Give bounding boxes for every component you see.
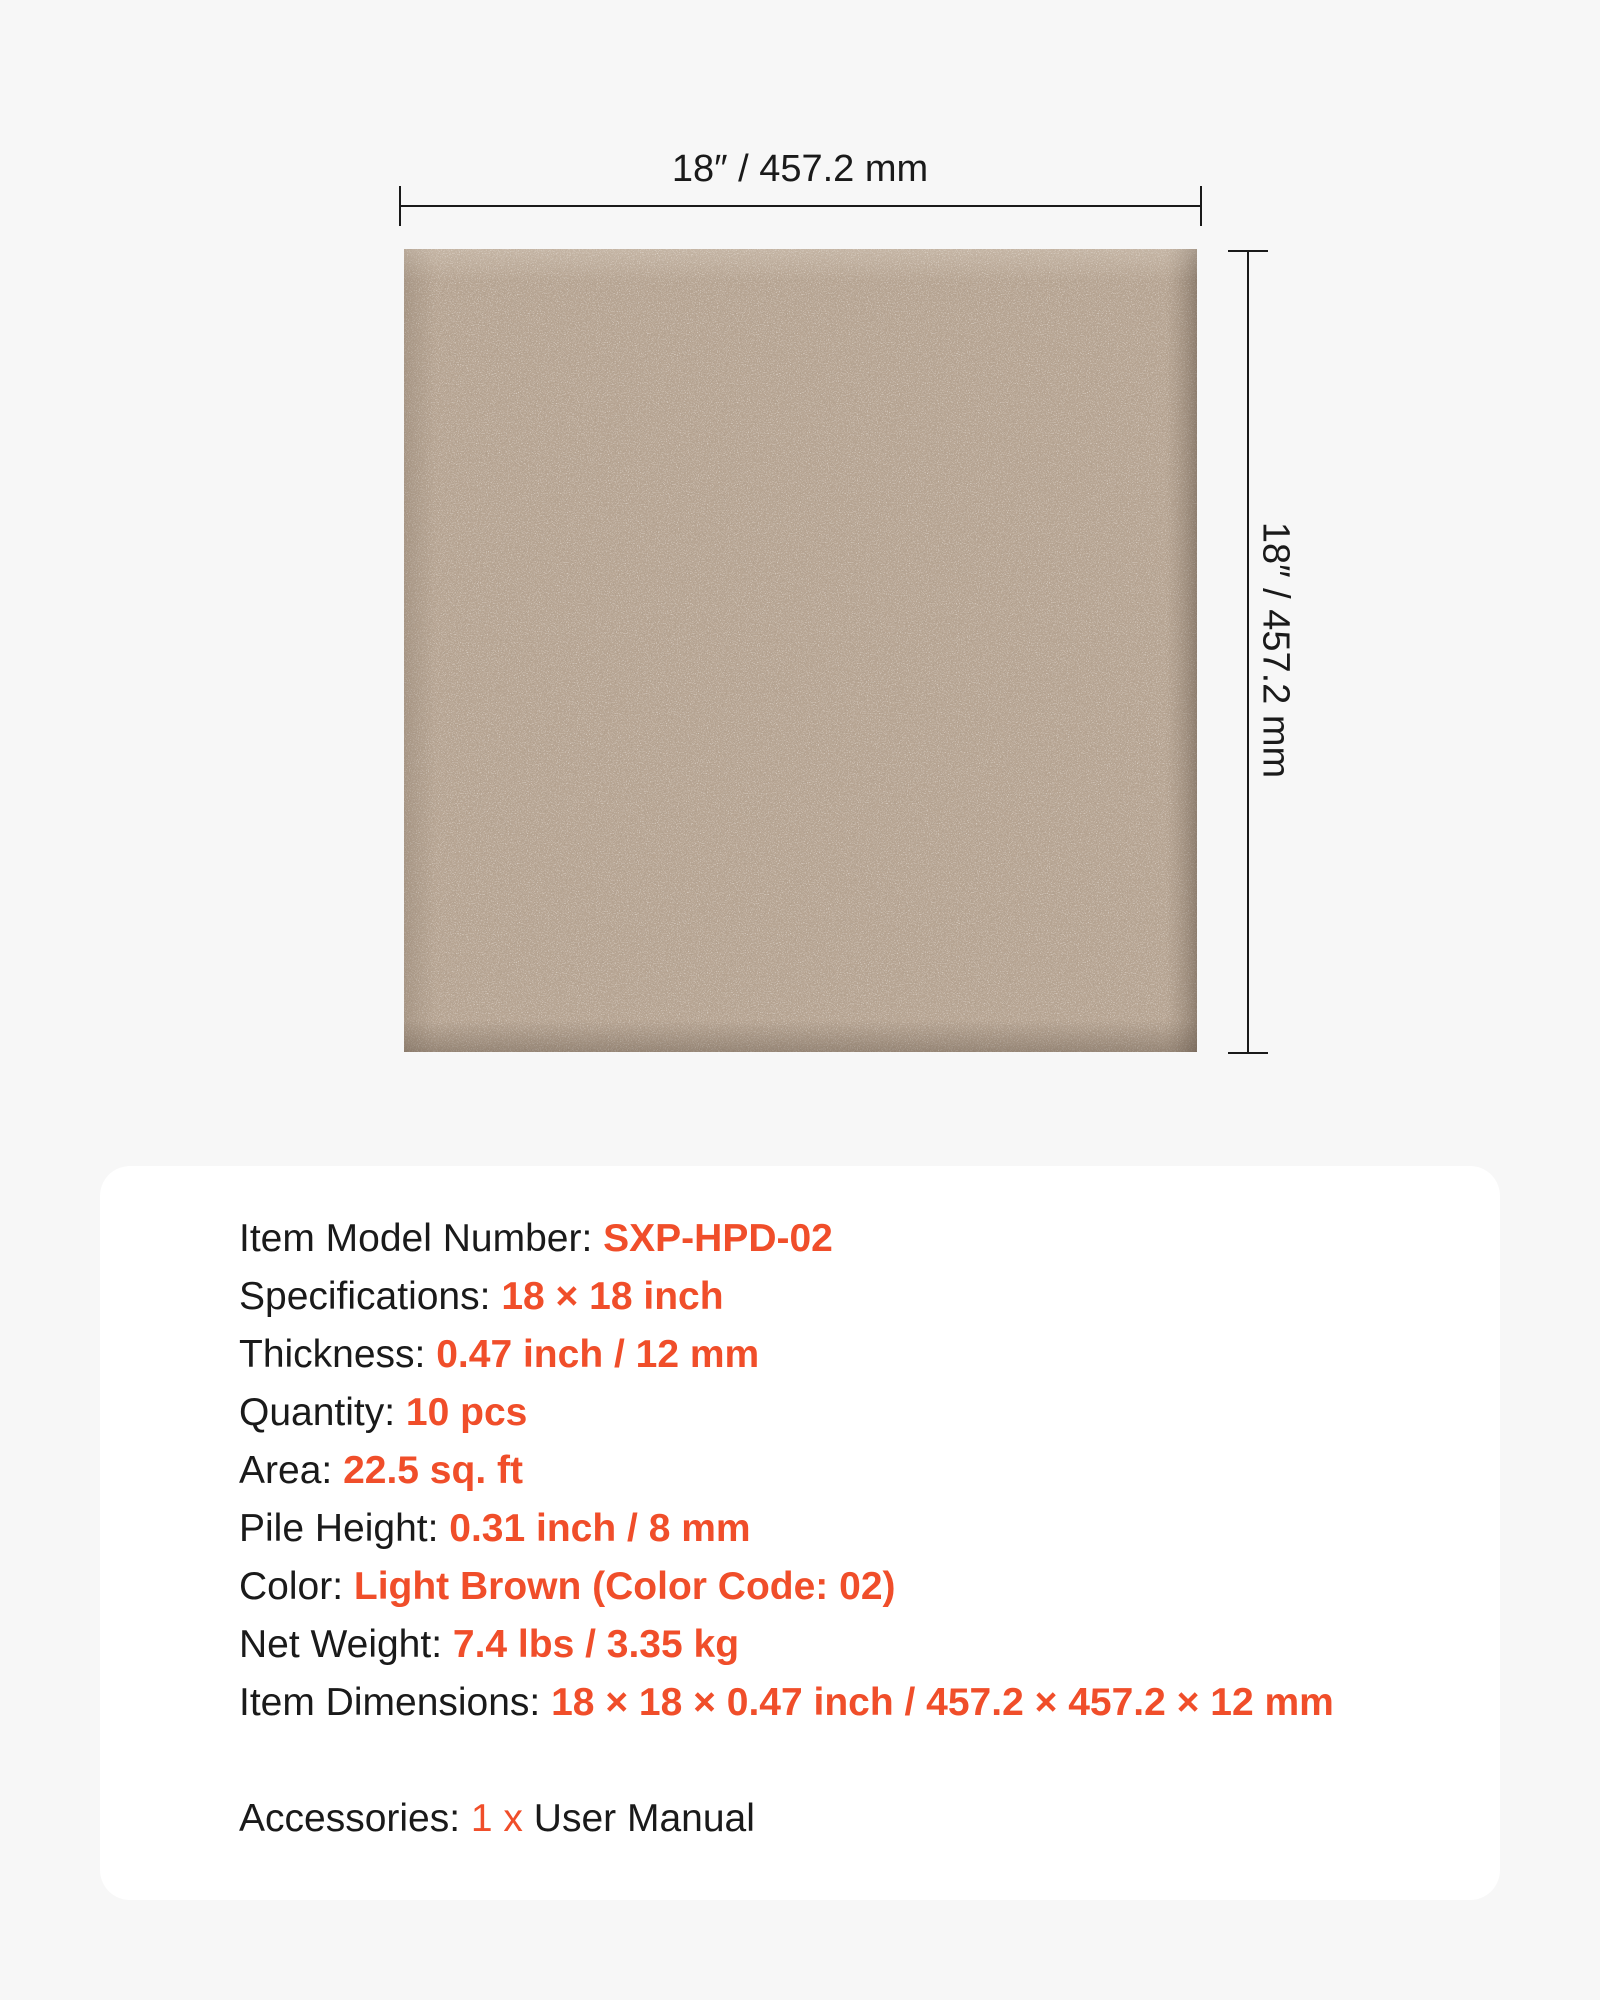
spec-accessories (239, 1794, 755, 1844)
spec-model-number (239, 1214, 833, 1264)
spec-pile-height (239, 1504, 751, 1554)
accessories-quantity: 1 x (470, 1797, 523, 1840)
spec-card (100, 1166, 1500, 1900)
spec-value: 22.5 sq. ft (343, 1449, 523, 1492)
spec-label: Pile Height: (239, 1507, 450, 1550)
carpet-tile-image (404, 249, 1197, 1052)
spec-label: Item Dimensions: (239, 1681, 552, 1724)
spec-label: Item Model Number: (239, 1217, 604, 1260)
spec-area (239, 1446, 523, 1496)
spec-value: SXP-HPD-02 (603, 1217, 833, 1260)
spec-value: 18 × 18 × 0.47 inch / 457.2 × 457.2 × 12 mm (551, 1681, 1334, 1724)
spec-label: Area: (239, 1449, 344, 1492)
spec-color (239, 1562, 896, 1612)
spec-label: Thickness: (239, 1333, 437, 1376)
spec-label: Net Weight: (239, 1623, 453, 1666)
spec-label: Specifications: (239, 1275, 502, 1318)
spec-specifications (239, 1272, 724, 1322)
accessories-label: Accessories: (239, 1797, 471, 1840)
spec-label: Quantity: (239, 1391, 406, 1434)
spec-value: Light Brown (Color Code: 02) (353, 1565, 896, 1608)
spec-item-dimensions (239, 1678, 1334, 1728)
spec-net-weight (239, 1620, 739, 1670)
spec-value: 0.47 inch / 12 mm (436, 1333, 760, 1376)
width-dimension-label: 18″ / 457.2 mm (671, 148, 929, 190)
spec-quantity (239, 1388, 527, 1438)
accessories-item: User Manual (522, 1797, 755, 1840)
spec-value: 0.31 inch / 8 mm (449, 1507, 751, 1550)
spec-value: 18 × 18 inch (501, 1275, 724, 1318)
spec-label: Color: (239, 1565, 354, 1608)
spec-value: 7.4 lbs / 3.35 kg (452, 1623, 740, 1666)
height-dimension-label: 18″ / 457.2 mm (1254, 521, 1297, 779)
spec-thickness (239, 1330, 759, 1380)
spec-value: 10 pcs (405, 1391, 528, 1434)
